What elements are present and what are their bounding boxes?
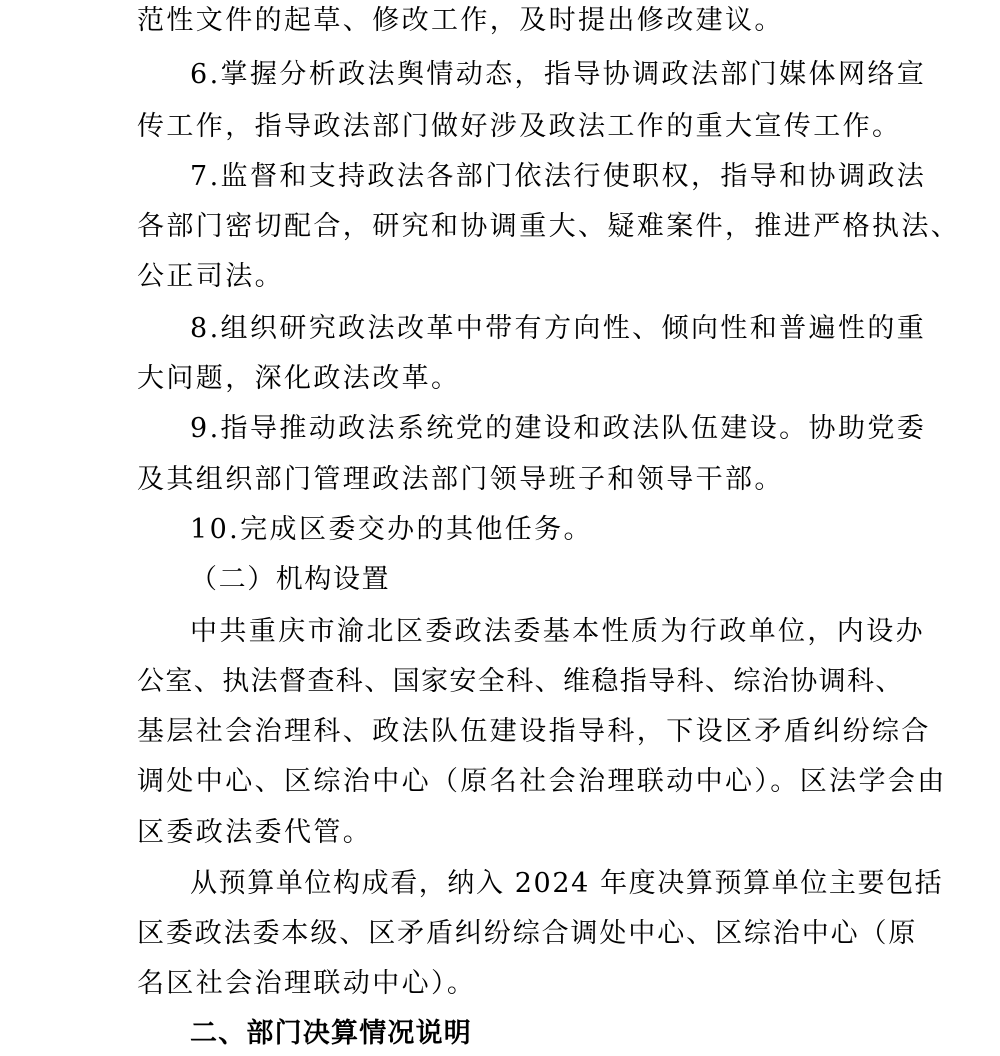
item-6-line-1: 6.掌握分析政法舆情动态，指导协调政法部门媒体网络宣 [190,59,927,90]
item-7-line-2: 各部门密切配合，研究和协调重大、疑难案件，推进严格执法、 [137,211,961,242]
section-heading-organization: （二）机构设置 [190,564,391,595]
item-10-line: 10.完成区委交办的其他任务。 [190,514,593,545]
item-8-line-1: 8.组织研究政法改革中带有方向性、倾向性和普遍性的重 [190,313,927,344]
organization-paragraph-line-4: 调处中心、区综治中心（原名社会治理联动中心）。区法学会由 [137,766,947,797]
chapter-heading: 二、部门决算情况说明 [190,1018,472,1049]
paragraph-line: 范性文件的起草、修改工作，及时提出修改建议。 [137,5,784,36]
organization-paragraph-line-3: 基层社会治理科、政法队伍建设指导科，下设区矛盾纠纷综合 [137,716,931,747]
budget-units-paragraph-line-2: 区委政法委本级、区矛盾纠纷综合调处中心、区综治中心（原 [137,918,918,949]
item-7-line-3: 公正司法。 [137,261,284,292]
organization-paragraph-line-2: 公室、执法督查科、国家安全科、维稳指导科、综治协调科、 [137,666,904,697]
organization-paragraph-line-1: 中共重庆市渝北区委政法委基本性质为行政单位，内设办 [190,616,925,647]
item-9-line-1: 9.指导推动政法系统党的建设和政法队伍建设。协助党委 [190,413,927,444]
organization-paragraph-line-5: 区委政法委代管。 [137,817,373,848]
budget-units-paragraph-line-1: 从预算单位构成看，纳入 2024 年度决算预算单位主要包括 [190,868,944,899]
item-7-line-1: 7.监督和支持政法各部门依法行使职权，指导和协调政法 [190,161,927,192]
item-9-line-2: 及其组织部门管理政法部门领导班子和领导干部。 [137,464,784,495]
item-6-line-2: 传工作，指导政法部门做好涉及政法工作的重大宣传工作。 [137,111,902,142]
item-8-line-2: 大问题，深化政法改革。 [137,363,461,394]
budget-units-paragraph-line-3: 名区社会治理联动中心）。 [137,968,477,999]
